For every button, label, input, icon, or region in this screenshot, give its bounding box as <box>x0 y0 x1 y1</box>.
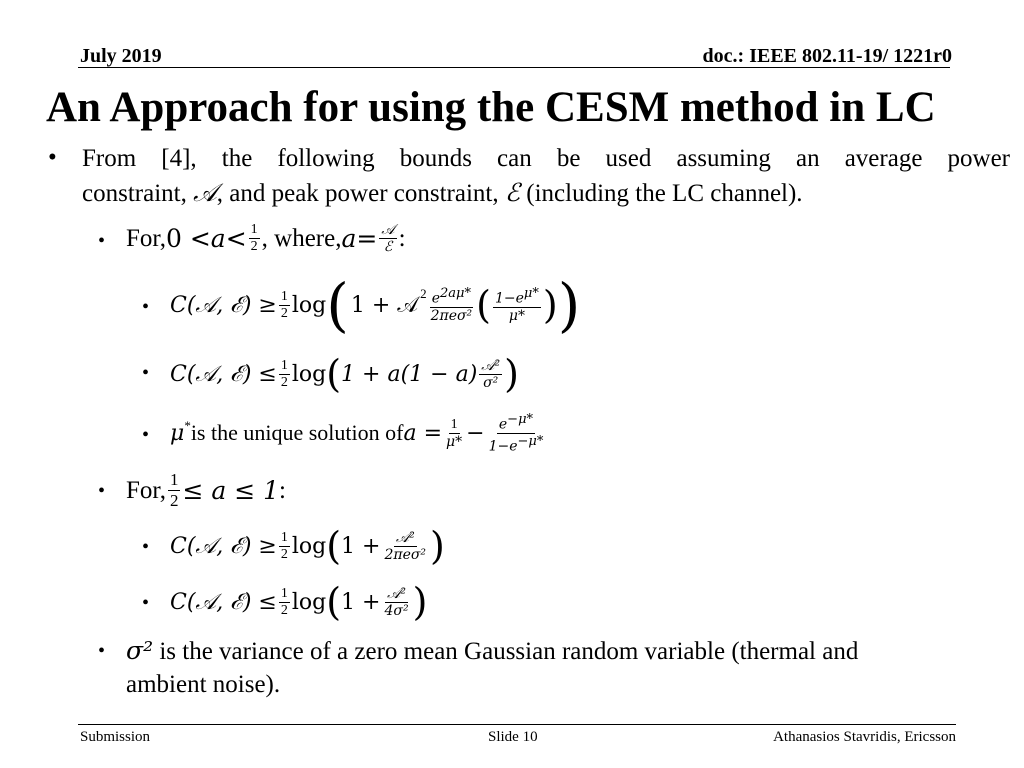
case2-lower-bound <box>170 522 445 570</box>
log-operator: log <box>291 589 327 615</box>
frac-den: 4σ² <box>384 602 409 619</box>
open-paren: ( <box>326 352 342 396</box>
exp-base: e <box>431 290 441 307</box>
case1-lower-bound <box>170 272 580 338</box>
fraction-one-half <box>168 470 181 511</box>
footer-submission: Submission <box>80 729 151 745</box>
case1-eq: = <box>356 224 378 253</box>
frac-den: μ* <box>446 433 463 450</box>
open-paren: ( <box>476 283 491 327</box>
frac-den: 2 <box>169 490 179 510</box>
log-operator: log <box>291 361 327 387</box>
bullet-marker: • <box>98 480 106 502</box>
frac-num: 1 <box>280 357 288 373</box>
symbol-sigma-squared: σ² <box>126 636 154 665</box>
frac-num: 𝒜² <box>395 529 415 546</box>
case1-condition <box>126 222 406 255</box>
case1-lt: < <box>225 224 247 253</box>
intro-text-c: (including the LC channel). <box>520 180 803 207</box>
open-paren: ( <box>326 524 342 568</box>
close-paren: ) <box>412 580 428 624</box>
frac-num: 1 <box>280 529 288 545</box>
big-close-paren: ) <box>557 271 581 339</box>
superscript-2: 2 <box>420 286 427 301</box>
symbol-A: 𝒜 <box>193 178 217 207</box>
frac-num <box>493 286 541 308</box>
case1-var-a: a <box>210 224 226 253</box>
t2-den-base: 1−e <box>488 438 518 455</box>
header-divider <box>78 67 950 68</box>
mu-line-text: is the unique solution of <box>190 420 404 445</box>
frac-den: σ² <box>483 374 499 391</box>
log-operator: log <box>291 292 327 318</box>
bound-lhs: C(𝒜, ℰ) ≤ <box>170 361 277 387</box>
case2-colon: : <box>279 476 286 504</box>
frac-num: 𝒜² <box>481 357 501 374</box>
one-plus: 1 + <box>341 589 381 615</box>
intro-line-2 <box>82 176 803 210</box>
fraction-A2-over-2pie-sigma2 <box>382 530 428 563</box>
fraction-one-half <box>279 586 290 619</box>
log-operator: log <box>291 533 327 559</box>
frac-den: 2 <box>280 546 288 562</box>
intro-text-a: constraint, <box>82 180 194 207</box>
frac-num: 1 <box>280 585 288 601</box>
fraction-exp-term <box>487 412 546 454</box>
mu-star-definition <box>170 408 547 458</box>
frac-den: 2 <box>280 374 288 390</box>
fraction-one-half <box>279 530 290 563</box>
close-paren: ) <box>430 524 445 568</box>
footer-slide-number: Slide 10 <box>488 729 538 745</box>
t2-den-superscript: −μ* <box>517 433 544 449</box>
bullet-marker: • <box>142 424 150 446</box>
frac-den: μ* <box>508 307 525 324</box>
exp-superscript: 2aμ* <box>440 286 472 302</box>
case2-cond: ≤ a ≤ 1 <box>182 475 280 505</box>
frac-num: 1 <box>450 416 458 432</box>
footer-divider <box>78 724 956 725</box>
bullet-marker: • <box>142 592 150 614</box>
header-doc-id: doc.: IEEE 802.11-19/ 1221r0 <box>702 45 952 67</box>
frac-num <box>430 286 473 308</box>
mu-equation-lhs: a = <box>403 420 443 446</box>
fraction-one-over-mu <box>444 417 464 450</box>
bullet-marker: • <box>98 640 106 662</box>
frac-num <box>497 412 535 434</box>
fraction-A2-over-4sigma2 <box>382 586 410 619</box>
intro-line-1: From [4], the following bounds can be used assuming an average power <box>82 145 1010 172</box>
frac-den: ℰ <box>383 239 393 255</box>
inner-base: 1−e <box>494 290 524 307</box>
case1-upper-bound <box>170 350 519 398</box>
case1-cond-lhs: 0 < <box>165 224 211 253</box>
frac-num: 𝒜² <box>387 585 406 602</box>
fraction-inner <box>493 286 541 324</box>
frac-den: 2πeσ² <box>384 546 427 563</box>
case2-for-label: For, <box>126 476 166 504</box>
close-paren: ) <box>542 283 558 327</box>
bullet-marker: • <box>142 296 150 318</box>
fraction-one-half <box>279 358 290 391</box>
bullet-marker: • <box>142 362 150 384</box>
sigma-note-line-2: ambient noise). <box>126 671 281 698</box>
big-open-paren: ( <box>326 271 349 339</box>
frac-num: 1 <box>169 469 179 489</box>
fraction-exponential <box>429 286 475 324</box>
one-plus-A: 1 + 𝒜 <box>350 292 419 318</box>
inner-superscript: μ* <box>523 286 539 302</box>
frac-den: 2 <box>280 602 288 618</box>
case1-var-a-def: a <box>341 224 357 253</box>
bullet-marker: • <box>48 144 57 171</box>
slide-title: An Approach for using the CESM method in LC <box>46 84 936 131</box>
intro-text-b: , and peak power constraint, <box>216 180 505 207</box>
header-date: July 2019 <box>80 45 162 67</box>
bound-lhs: C(𝒜, ℰ) ≤ <box>170 589 277 615</box>
case1-for-label: For, <box>126 225 166 252</box>
open-paren: ( <box>326 580 342 624</box>
footer-author: Athanasios Stavridis, Ericsson <box>773 729 956 745</box>
frac-num: 1 <box>250 222 258 237</box>
bullet-marker: • <box>142 536 150 558</box>
sigma-note-line-1 <box>126 634 858 668</box>
bound-lhs: C(𝒜, ℰ) ≥ <box>170 533 277 559</box>
one-plus: 1 + <box>341 533 381 559</box>
bound-expression: 1 + a(1 − a) <box>341 361 478 387</box>
frac-den: 2 <box>280 305 288 321</box>
symbol-E: ℰ <box>504 178 520 207</box>
case1-colon: : <box>398 225 406 252</box>
sigma-note-text: is the variance of a zero mean Gaussian random variable (thermal and <box>153 638 859 665</box>
case2-upper-bound <box>170 578 427 626</box>
close-paren: ) <box>504 352 519 396</box>
frac-num: 𝒜 <box>381 222 395 238</box>
frac-den: 2πeσ² <box>430 307 473 324</box>
symbol-mu: μ <box>170 420 185 446</box>
t2-superscript: −μ* <box>507 411 534 427</box>
minus-sign: − <box>466 420 485 446</box>
frac-den <box>487 434 546 455</box>
t2-base: e <box>498 416 508 433</box>
bound-lhs: C(𝒜, ℰ) ≥ <box>170 292 277 318</box>
bullet-marker: • <box>98 230 106 252</box>
fraction-A-over-E <box>379 222 396 255</box>
superscript-star: * <box>184 418 191 433</box>
fraction-A2-over-sigma2 <box>479 358 502 391</box>
frac-num: 1 <box>280 288 288 304</box>
fraction-one-half <box>249 222 260 255</box>
case2-condition <box>126 466 286 514</box>
fraction-one-half <box>279 289 290 322</box>
frac-den: 2 <box>250 239 258 254</box>
case1-where: , where, <box>261 225 342 252</box>
